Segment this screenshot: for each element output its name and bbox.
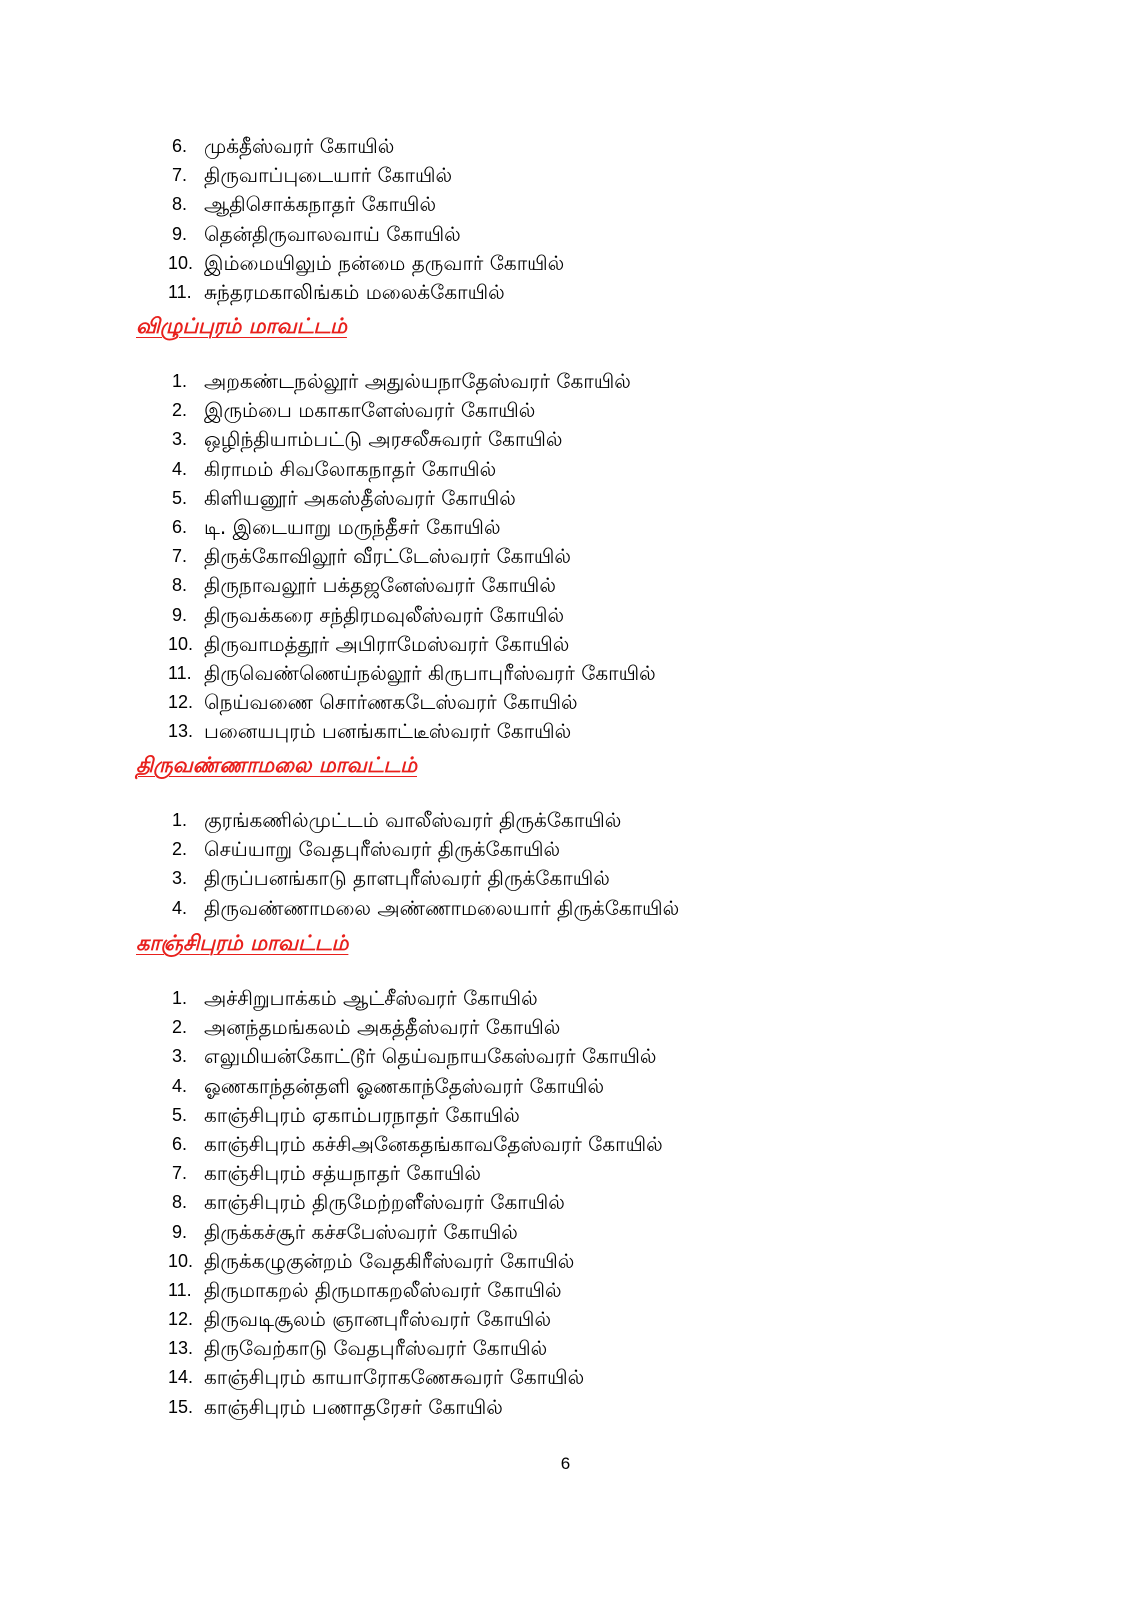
- list-item: [168, 659, 656, 688]
- list-item-number: 1.: [172, 988, 188, 1008]
- list-item-number: 9.: [172, 604, 188, 625]
- list-item: [168, 1013, 663, 1042]
- list-item-text: பனையபுரம் பனங்காட்டீஸ்வரர் கோயில்: [204, 719, 572, 744]
- list-item-text: ஓணகாந்தன்தளி ஓணகாந்தேஸ்வரர் கோயில்: [204, 1073, 605, 1098]
- temple-list-tiruvannamalai: [168, 806, 679, 923]
- list-item-number: 3.: [172, 1046, 188, 1067]
- list-item-number: 10.: [168, 252, 194, 273]
- list-item-text: கிராமம் சிவலோகநாதர் கோயில்: [204, 456, 497, 481]
- list-item-number: 8.: [172, 1192, 188, 1213]
- list-item-text: திருவாப்புடையார் கோயில்: [204, 163, 453, 188]
- list-item: [168, 1363, 663, 1392]
- list-item: [168, 249, 564, 278]
- list-item-text: திருக்கோவிலூர் வீரட்டேஸ்வரர் கோயில்: [204, 544, 572, 569]
- list-item-number: 4.: [172, 458, 188, 479]
- list-item: [168, 1218, 663, 1247]
- list-item: [168, 1393, 663, 1422]
- list-item: [168, 542, 656, 571]
- list-item: [168, 717, 656, 746]
- list-item-number: 6.: [172, 136, 188, 156]
- list-item-text: அனந்தமங்கலம் அகத்தீஸ்வரர் கோயில்: [204, 1015, 561, 1040]
- list-item-number: 12.: [168, 1309, 194, 1330]
- list-item-number: 7.: [172, 1163, 188, 1184]
- list-item-text: திருவேற்காடு வேதபுரீஸ்வரர் கோயில்: [204, 1336, 548, 1361]
- list-item-number: 11.: [168, 662, 192, 683]
- list-item-number: 4.: [172, 1075, 188, 1096]
- list-item-number: 12.: [168, 692, 194, 713]
- list-item-text: திருப்பனங்காடு தாளபுரீஸ்வரர் திருக்கோயில்: [204, 866, 610, 891]
- list-item: [168, 396, 656, 425]
- list-item: [168, 601, 656, 630]
- list-item-text: திருவெண்ணெய்நல்லூர் கிருபாபுரீஸ்வரர் கோயில்: [204, 660, 656, 685]
- list-item-text: திருமாகறல் திருமாகறலீஸ்வரர் கோயில்: [204, 1277, 562, 1302]
- list-item-number: 2.: [172, 1017, 188, 1038]
- list-item-text: காஞ்சிபுரம் கச்சிஅனேகதங்காவதேஸ்வரர் கோயில்: [204, 1131, 663, 1156]
- list-item-text: திருவடிசூலம் ஞானபுரீஸ்வரர் கோயில்: [204, 1307, 552, 1332]
- list-item-number: 5.: [172, 487, 188, 508]
- list-item-text: காஞ்சிபுரம் காயாரோகணேசுவரர் கோயில்: [204, 1365, 585, 1390]
- list-item-number: 4.: [172, 897, 188, 918]
- list-item: [168, 806, 679, 835]
- list-item-number: 10.: [168, 633, 194, 654]
- list-item: [168, 1042, 663, 1071]
- list-item: [168, 455, 656, 484]
- list-item-text: இரும்பை மகாகாளேஸ்வரர் கோயில்: [204, 398, 536, 423]
- list-item-number: 13.: [168, 1338, 194, 1359]
- list-item-text: தென்திருவாலவாய் கோயில்: [204, 221, 461, 246]
- list-item-number: 11.: [168, 281, 192, 302]
- list-item-text: குரங்கணில்முட்டம் வாலீஸ்வரர் திருக்கோயில்: [204, 808, 622, 832]
- list-item-text: திருநாவலூர் பக்தஜனேஸ்வரர் கோயில்: [204, 573, 556, 598]
- list-item-number: 14.: [168, 1367, 194, 1388]
- list-item-number: 1.: [172, 371, 188, 391]
- temple-list-kanchipuram: [168, 984, 663, 1422]
- list-item: [168, 1334, 663, 1363]
- list-item: [168, 835, 679, 864]
- list-item-number: 9.: [172, 1221, 188, 1242]
- list-item-number: 7.: [172, 546, 188, 567]
- list-item: [168, 630, 656, 659]
- list-item-text: ஆதிசொக்கநாதர் கோயில்: [204, 192, 437, 217]
- list-item: [168, 513, 656, 542]
- list-item: [168, 894, 679, 923]
- list-item-number: 9.: [172, 223, 188, 244]
- list-item-number: 8.: [172, 575, 188, 596]
- list-item-text: முக்தீஸ்வரர் கோயில்: [204, 134, 395, 158]
- list-item-text: திருவண்ணாமலை அண்ணாமலையார் திருக்கோயில்: [204, 895, 680, 920]
- list-item-number: 3.: [172, 868, 188, 889]
- list-item-number: 7.: [172, 165, 188, 186]
- list-item-number: 13.: [168, 721, 194, 742]
- list-item-number: 11.: [168, 1279, 192, 1300]
- list-item-text: காஞ்சிபுரம் ஏகாம்பரநாதர் கோயில்: [204, 1102, 520, 1127]
- list-item-text: திருவாமத்தூர் அபிராமேஸ்வரர் கோயில்: [204, 631, 570, 656]
- page-number: 6: [560, 1454, 571, 1473]
- list-item: [168, 425, 656, 454]
- district-heading-villupuram: விழுப்புரம் மாவட்டம்: [136, 314, 347, 338]
- list-item-text: காஞ்சிபுரம் பணாதரேசர் கோயில்: [204, 1394, 503, 1419]
- list-item: [168, 984, 663, 1013]
- list-item: [168, 1305, 663, 1334]
- list-item-text: அச்சிறுபாக்கம் ஆட்சீஸ்வரர் கோயில்: [204, 986, 538, 1010]
- list-item-text: காஞ்சிபுரம் திருமேற்றளீஸ்வரர் கோயில்: [204, 1190, 565, 1215]
- list-item: [168, 132, 564, 161]
- list-item: [168, 1188, 663, 1217]
- list-item-number: 2.: [172, 400, 188, 421]
- list-item: [168, 1130, 663, 1159]
- list-item: [168, 1276, 663, 1305]
- list-item: [168, 688, 656, 717]
- list-item-text: திருவக்கரை சந்திரமவுலீஸ்வரர் கோயில்: [204, 602, 565, 627]
- list-item: [168, 278, 564, 307]
- list-item-number: 2.: [172, 839, 188, 860]
- list-item-number: 1.: [172, 810, 188, 830]
- list-item: [168, 484, 656, 513]
- list-item-text: நெய்வணை சொர்ணகடேஸ்வரர் கோயில்: [204, 690, 578, 715]
- list-item-number: 6.: [172, 1133, 188, 1154]
- list-item: [168, 864, 679, 893]
- list-item-number: 15.: [168, 1396, 194, 1417]
- list-item: [168, 571, 656, 600]
- temple-list-madurai-continued: [168, 132, 564, 307]
- list-item-text: கிளியனூர் அகஸ்தீஸ்வரர் கோயில்: [204, 485, 516, 510]
- list-item: [168, 220, 564, 249]
- list-item: [168, 1159, 663, 1188]
- list-item-text: அறகண்டநல்லூர் அதுல்யநாதேஸ்வரர் கோயில்: [204, 369, 631, 393]
- list-item-number: 5.: [172, 1104, 188, 1125]
- list-item: [168, 1072, 663, 1101]
- list-item-text: ஒழிந்தியாம்பட்டு அரசலீசுவரர் கோயில்: [204, 427, 563, 452]
- list-item-text: திருக்கழுகுன்றம் வேதகிரீஸ்வரர் கோயில்: [204, 1248, 575, 1273]
- list-item-text: சுந்தரமகாலிங்கம் மலைக்கோயில்: [204, 279, 505, 304]
- list-item-text: எலுமியன்கோட்டூர் தெய்வநாயகேஸ்வரர் கோயில்: [204, 1044, 657, 1069]
- list-item-number: 10.: [168, 1250, 194, 1271]
- list-item: [168, 1101, 663, 1130]
- list-item-text: காஞ்சிபுரம் சத்யநாதர் கோயில்: [204, 1161, 481, 1186]
- list-item: [168, 161, 564, 190]
- temple-list-villupuram: [168, 367, 656, 746]
- list-item: [168, 367, 656, 396]
- list-item-text: திருக்கச்சூர் கச்சபேஸ்வரர் கோயில்: [204, 1219, 518, 1244]
- list-item-text: இம்மையிலும் நன்மை தருவார் கோயில்: [204, 250, 565, 275]
- list-item-number: 8.: [172, 194, 188, 215]
- list-item: [168, 190, 564, 219]
- list-item-text: டி. இடையாறு மருந்தீசர் கோயில்: [204, 514, 501, 539]
- district-heading-kanchipuram: காஞ்சிபுரம் மாவட்டம்: [136, 931, 349, 955]
- list-item-number: 6.: [172, 516, 188, 537]
- list-item-number: 3.: [172, 429, 188, 450]
- list-item-text: செய்யாறு வேதபுரீஸ்வரர் திருக்கோயில்: [204, 837, 561, 862]
- list-item: [168, 1247, 663, 1276]
- district-heading-tiruvannamalai: திருவண்ணாமலை மாவட்டம்: [136, 753, 417, 777]
